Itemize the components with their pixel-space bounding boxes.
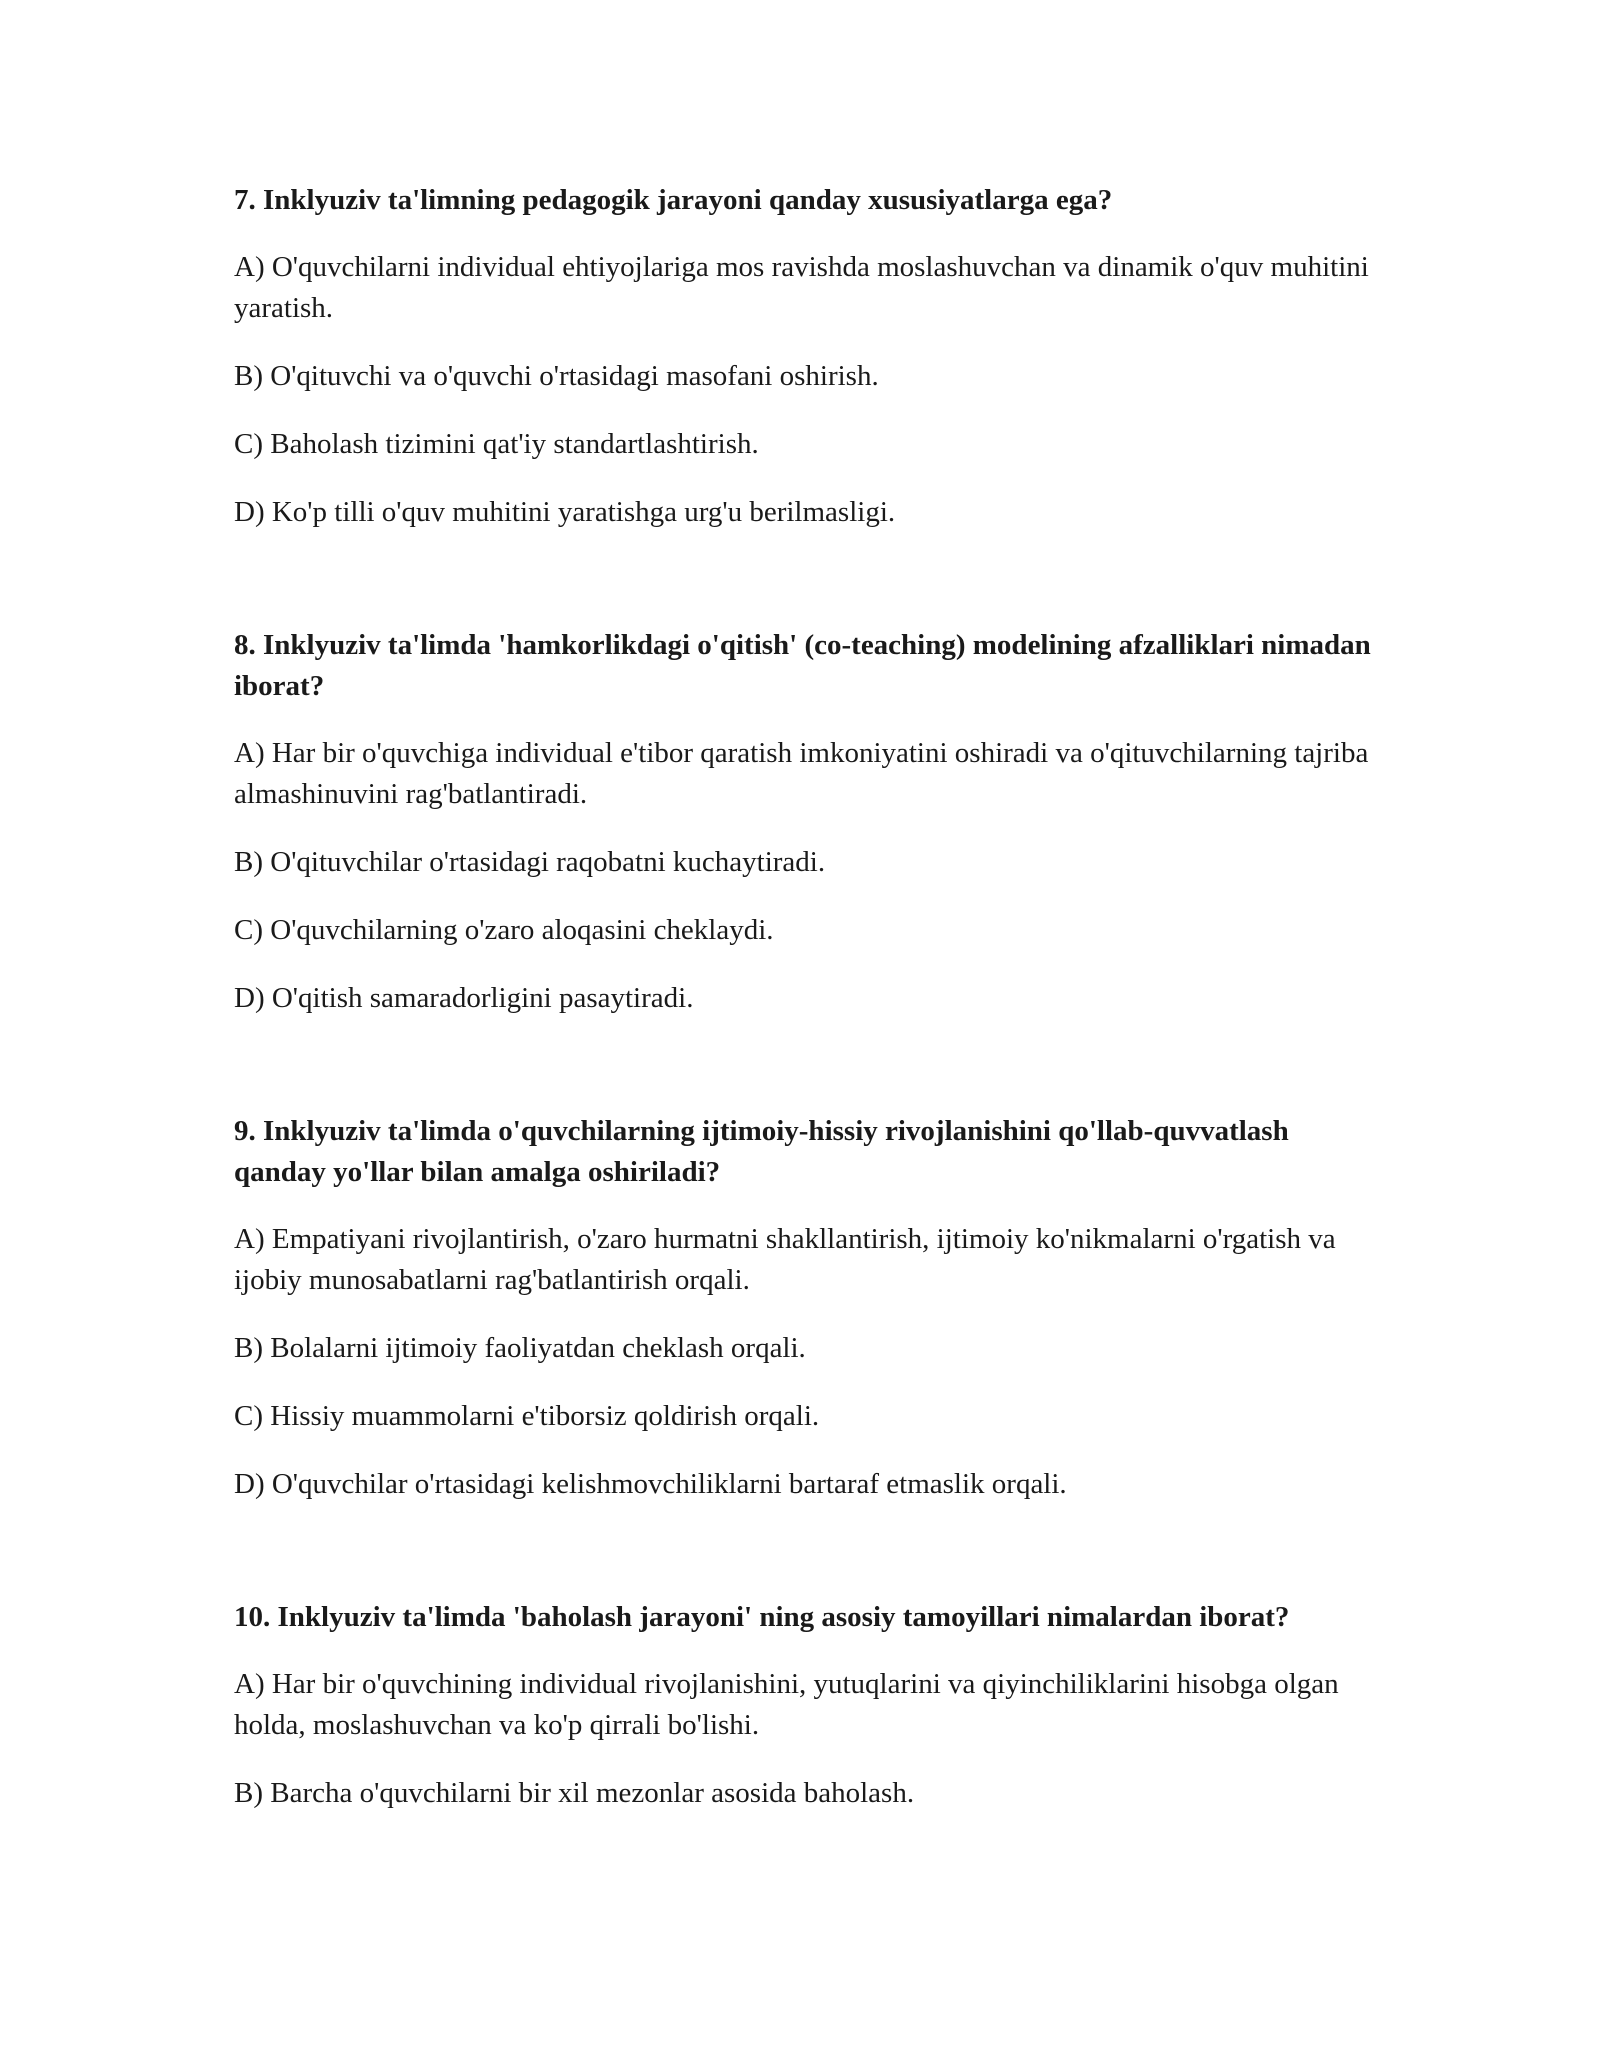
question-title: 7. Inklyuziv ta'limning pedagogik jarayoni qanday xususiyatlarga ega? bbox=[234, 184, 1113, 216]
answer-option-a: A) Har bir o'quvchining individual rivojlanishini, yutuqlarini va qiyinchiliklarini hisobga olgan holda, moslashuvchan va ko'p qirrali bo'lishi. bbox=[234, 1668, 1339, 1741]
answer-option-d: D) Ko'p tilli o'quv muhitini yaratishga urg'u berilmasligi. bbox=[234, 496, 896, 528]
question-title: 9. Inklyuziv ta'limda o'quvchilarning ijtimoiy-hissiy rivojlanishini qo'llab-quvvatlash qanday yo'llar bilan amalga oshiriladi? bbox=[234, 1115, 1289, 1188]
answer-option-a: A) O'quvchilarni individual ehtiyojlariga mos ravishda moslashuvchan va dinamik o'quv muhitini yaratish. bbox=[234, 251, 1369, 324]
answer-option-c: C) Hissiy muammolarni e'tiborsiz qoldirish orqali. bbox=[234, 1400, 820, 1432]
answer-option-a: A) Har bir o'quvchiga individual e'tibor qaratish imkoniyatini oshiradi va o'qituvchilarning tajriba almashinuvini rag'batlantiradi. bbox=[234, 737, 1369, 810]
answer-option-a: A) Empatiyani rivojlantirish, o'zaro hurmatni shakllantirish, ijtimoiy ko'nikmalarni o'rgatish va ijobiy munosabatlarni rag'batlantirish orqali. bbox=[234, 1223, 1336, 1296]
question-title: 10. Inklyuziv ta'limda 'baholash jarayoni' ning asosiy tamoyillari nimalardan iborat? bbox=[234, 1601, 1290, 1633]
document-content bbox=[234, 180, 1374, 1906]
question-7 bbox=[234, 180, 1374, 533]
question-10 bbox=[234, 1597, 1374, 1814]
answer-option-b: B) O'qituvchilar o'rtasidagi raqobatni kuchaytiradi. bbox=[234, 846, 826, 878]
answer-option-c: C) Baholash tizimini qat'iy standartlashtirish. bbox=[234, 428, 759, 460]
answer-option-b: B) Bolalarni ijtimoiy faoliyatdan cheklash orqali. bbox=[234, 1332, 806, 1364]
answer-option-d: D) O'quvchilar o'rtasidagi kelishmovchiliklarni bartaraf etmaslik orqali. bbox=[234, 1468, 1067, 1500]
question-8 bbox=[234, 625, 1374, 1019]
answer-option-c: C) O'quvchilarning o'zaro aloqasini cheklaydi. bbox=[234, 914, 774, 946]
answer-option-d: D) O'qitish samaradorligini pasaytiradi. bbox=[234, 982, 694, 1014]
question-9 bbox=[234, 1111, 1374, 1505]
answer-option-b: B) Barcha o'quvchilarni bir xil mezonlar asosida baholash. bbox=[234, 1777, 915, 1809]
answer-option-b: B) O'qituvchi va o'quvchi o'rtasidagi masofani oshirish. bbox=[234, 360, 879, 392]
question-title: 8. Inklyuziv ta'limda 'hamkorlikdagi o'qitish' (co-teaching) modelining afzalliklari nimadan iborat? bbox=[234, 629, 1371, 702]
